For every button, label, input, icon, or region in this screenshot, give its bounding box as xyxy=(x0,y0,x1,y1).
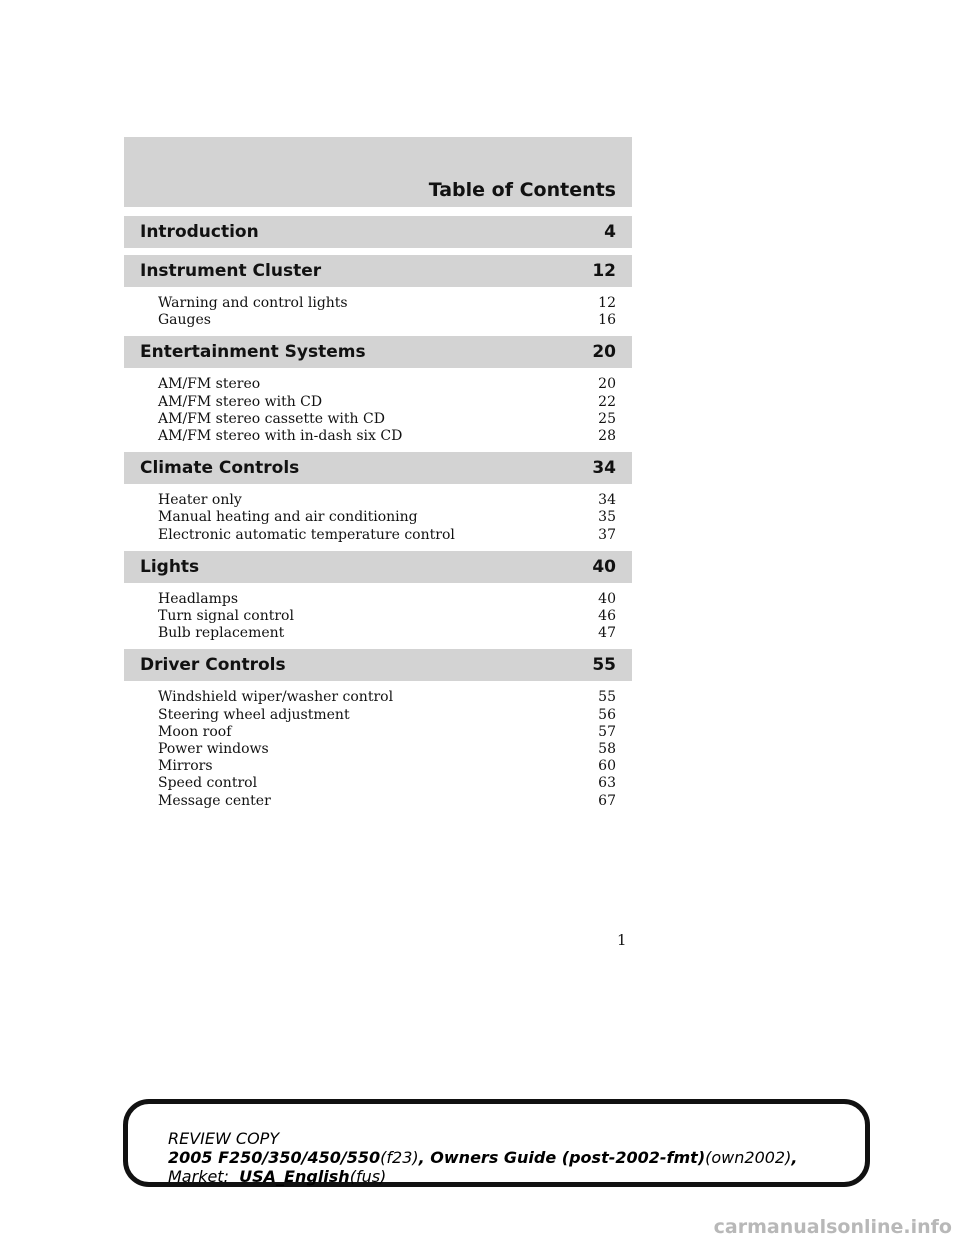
footer-guide-code: (own2002) xyxy=(705,1148,792,1167)
toc-entry xyxy=(158,793,616,810)
footer-model-line xyxy=(168,1148,797,1167)
page-title: Table of Contents xyxy=(428,179,616,201)
entry-label: Mirrors xyxy=(158,758,213,775)
entry-label: Moon roof xyxy=(158,723,232,740)
entry-page: 25 xyxy=(598,410,616,427)
entry-label: Warning and control lights xyxy=(158,295,348,311)
section-title: Entertainment Systems xyxy=(140,342,366,363)
entry-page: 58 xyxy=(598,741,616,758)
footer-market-code: (fus) xyxy=(349,1167,387,1186)
review-copy-footer xyxy=(123,1099,870,1187)
toc-entry xyxy=(158,775,616,792)
section-header xyxy=(124,216,632,248)
entry-label: Heater only xyxy=(158,492,242,509)
section-page: 20 xyxy=(592,342,616,363)
entry-page: 60 xyxy=(598,758,616,775)
footer-sep-2: , xyxy=(791,1148,798,1167)
toc-entry xyxy=(158,724,616,741)
section-entries xyxy=(124,484,632,544)
footer-sep-1: , xyxy=(418,1148,431,1167)
toc-section xyxy=(124,255,632,329)
entry-page: 20 xyxy=(598,376,616,393)
entry-page: 57 xyxy=(598,723,616,740)
section-header xyxy=(124,336,632,368)
entry-label: AM/FM stereo with in-dash six CD xyxy=(158,428,403,445)
section-title: Climate Controls xyxy=(140,458,300,479)
entry-label: AM/FM stereo with CD xyxy=(158,393,323,410)
footer-market-label: Market: xyxy=(168,1167,240,1186)
entry-label: Speed control xyxy=(158,775,258,792)
toc-section xyxy=(124,551,632,643)
section-header xyxy=(124,551,632,583)
toc-section xyxy=(124,452,632,544)
footer-market: USA_English xyxy=(239,1167,350,1186)
toc-entry xyxy=(158,411,616,428)
section-entries xyxy=(124,287,632,329)
entry-page: 47 xyxy=(598,625,616,642)
toc-entry xyxy=(158,625,616,642)
entry-label: Turn signal control xyxy=(158,608,294,625)
toc-entry xyxy=(158,591,616,608)
section-entries xyxy=(124,583,632,643)
entry-label: Steering wheel adjustment xyxy=(158,706,350,723)
entry-label: Headlamps xyxy=(158,590,239,607)
entry-page: 35 xyxy=(598,509,616,526)
toc-entry xyxy=(158,758,616,775)
footer-guide: Owners Guide (post-2002-fmt) xyxy=(430,1148,706,1167)
section-page: 40 xyxy=(592,556,616,577)
toc-entry xyxy=(158,376,616,393)
entry-label: Electronic automatic temperature control xyxy=(158,526,455,543)
toc-section xyxy=(124,216,632,248)
section-header xyxy=(124,452,632,484)
entry-label: Gauges xyxy=(158,312,211,329)
entry-label: AM/FM stereo xyxy=(158,376,261,393)
table-of-contents xyxy=(124,216,632,817)
toc-entry xyxy=(158,689,616,706)
entry-label: Bulb replacement xyxy=(158,625,285,642)
toc-section xyxy=(124,336,632,445)
toc-entry xyxy=(158,527,616,544)
entry-label: Manual heating and air conditioning xyxy=(158,509,418,526)
entry-label: Message center xyxy=(158,792,271,809)
footer-model: 2005 F250/350/450/550 xyxy=(168,1148,381,1167)
entry-page: 55 xyxy=(598,689,616,706)
section-title: Driver Controls xyxy=(140,655,286,676)
toc-entry xyxy=(158,312,616,329)
entry-page: 40 xyxy=(598,590,616,607)
entry-page: 16 xyxy=(598,312,616,329)
toc-entry xyxy=(158,707,616,724)
page-number: 1 xyxy=(617,931,627,949)
review-copy-label: REVIEW COPY xyxy=(168,1129,280,1148)
toc-entry xyxy=(158,394,616,411)
footer-market-line xyxy=(168,1167,797,1186)
entry-page: 56 xyxy=(598,706,616,723)
section-page: 55 xyxy=(592,655,616,676)
entry-page: 22 xyxy=(598,393,616,410)
entry-page: 67 xyxy=(598,792,616,809)
toc-entry xyxy=(158,492,616,509)
toc-entry xyxy=(158,295,616,312)
entry-label: AM/FM stereo cassette with CD xyxy=(158,410,385,427)
section-header xyxy=(124,255,632,287)
entry-page: 46 xyxy=(598,608,616,625)
entry-label: Power windows xyxy=(158,741,269,758)
entry-label: Windshield wiper/washer control xyxy=(158,689,394,706)
toc-entry xyxy=(158,608,616,625)
section-title: Introduction xyxy=(140,222,259,242)
section-entries xyxy=(124,681,632,809)
section-header xyxy=(124,649,632,681)
entry-page: 37 xyxy=(598,526,616,543)
section-page: 12 xyxy=(592,261,616,281)
section-title: Instrument Cluster xyxy=(140,261,322,281)
entry-page: 12 xyxy=(598,295,616,311)
toc-entry xyxy=(158,428,616,445)
toc-section xyxy=(124,649,632,809)
entry-page: 34 xyxy=(598,492,616,509)
watermark: carmanualsonline.info xyxy=(713,1216,952,1238)
section-title: Lights xyxy=(140,556,200,577)
footer-model-code: (f23) xyxy=(380,1148,419,1167)
toc-entry xyxy=(158,509,616,526)
entry-page: 63 xyxy=(598,775,616,792)
toc-header-banner xyxy=(124,137,632,207)
entry-page: 28 xyxy=(598,428,616,445)
section-page: 4 xyxy=(604,222,616,242)
section-entries xyxy=(124,368,632,445)
toc-entry xyxy=(158,741,616,758)
section-page: 34 xyxy=(592,458,616,479)
footer-text xyxy=(168,1129,797,1186)
